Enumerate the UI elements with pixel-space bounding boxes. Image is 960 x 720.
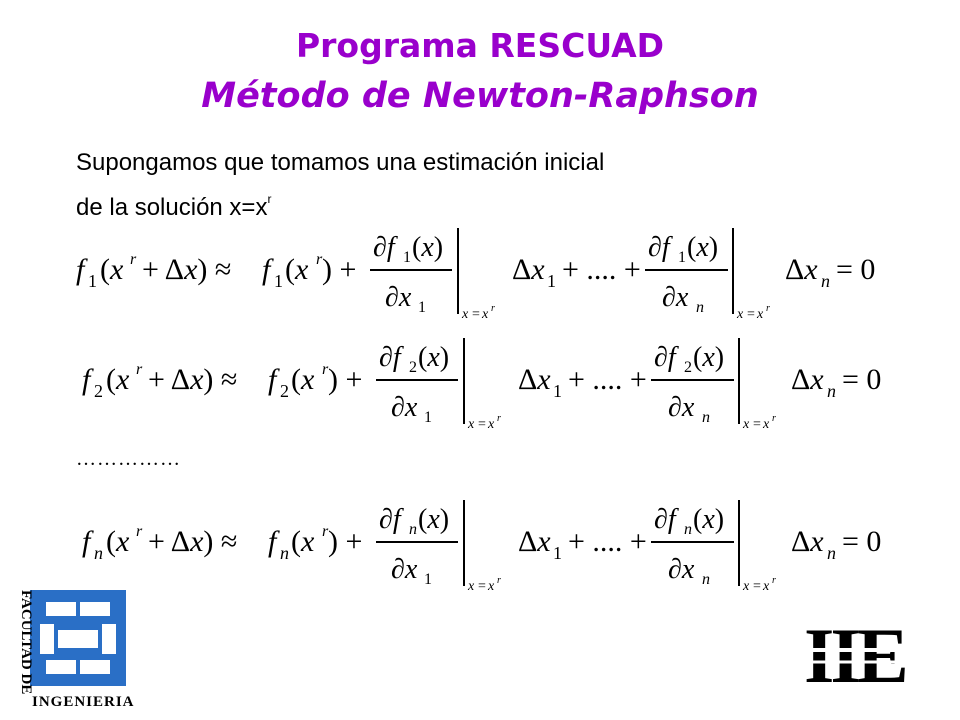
logo-horizontal-text: INGENIERIA	[32, 694, 135, 710]
svg-text:r: r	[316, 251, 323, 268]
slide-subtitle: Método de Newton-Raphson	[201, 76, 759, 116]
svg-text:+ .... +: + .... +	[568, 363, 647, 396]
svg-text:x: x	[462, 307, 469, 322]
svg-text:(x: (x	[106, 525, 130, 558]
svg-text:=: =	[472, 307, 480, 322]
svg-text:r: r	[772, 413, 776, 424]
svg-text:Δx: Δx	[512, 253, 545, 286]
svg-text:r: r	[772, 575, 776, 586]
svg-text:(x: (x	[291, 525, 315, 558]
eqn-index-d: n	[684, 521, 692, 538]
eq1-index-b: 1	[274, 271, 283, 291]
svg-text:x: x	[468, 579, 475, 594]
svg-text:= 0: = 0	[842, 525, 882, 558]
svg-text:(x): (x)	[687, 232, 719, 263]
svg-text:r: r	[491, 303, 495, 314]
svg-text:Δx: Δx	[791, 363, 824, 396]
svg-text:∂x: ∂x	[668, 554, 695, 585]
svg-text:r: r	[322, 523, 329, 540]
svg-text:1: 1	[553, 381, 562, 401]
eq2-index-a: 2	[94, 381, 103, 401]
eq2-index-c: 2	[409, 359, 417, 376]
svg-text:(x): (x)	[418, 342, 450, 373]
svg-text:(x: (x	[106, 363, 130, 396]
logo-vertical-text: FACULTAD DE	[18, 590, 34, 695]
svg-text:=: =	[478, 579, 486, 594]
intro-superscript: r	[267, 192, 272, 206]
svg-text:∂x: ∂x	[391, 554, 418, 585]
svg-text:r: r	[322, 361, 329, 378]
facultad-de-ingenieria-logo	[0, 584, 140, 714]
svg-text:∂f: ∂f	[379, 342, 401, 373]
eq1-index-a: 1	[88, 271, 97, 291]
eqn-index-c: n	[409, 521, 417, 538]
svg-text:f: f	[262, 253, 271, 286]
svg-text:∂x: ∂x	[385, 282, 412, 313]
svg-text:1: 1	[418, 299, 426, 316]
svg-text:(x): (x)	[693, 504, 725, 535]
eq2-index-b: 2	[280, 381, 289, 401]
equation-1	[0, 222, 960, 322]
equation-n	[0, 494, 960, 594]
ellipsis-separator: ……………	[76, 448, 181, 470]
eqn-index-b: n	[280, 543, 289, 563]
svg-text:n: n	[702, 409, 710, 426]
equation-2-content	[82, 338, 881, 432]
svg-text:r: r	[497, 575, 501, 586]
svg-text:+ .... +: + .... +	[562, 253, 641, 286]
svg-text:) +: ) +	[328, 525, 363, 558]
svg-text:f: f	[268, 363, 277, 396]
svg-text:+ Δx) ≈: + Δx) ≈	[148, 525, 238, 558]
svg-text:n: n	[827, 543, 836, 563]
svg-text:∂f: ∂f	[373, 232, 395, 263]
svg-text:n: n	[702, 571, 710, 588]
svg-text:(x: (x	[285, 253, 309, 286]
svg-text:=: =	[753, 579, 761, 594]
svg-text:f: f	[82, 363, 91, 396]
svg-text:(x): (x)	[412, 232, 444, 263]
svg-text:+ Δx) ≈: + Δx) ≈	[148, 363, 238, 396]
svg-text:x: x	[488, 579, 495, 594]
svg-text:1: 1	[547, 271, 556, 291]
eq1-index-c: 1	[403, 249, 411, 266]
svg-text:∂f: ∂f	[654, 342, 676, 373]
svg-text:∂x: ∂x	[391, 392, 418, 423]
svg-text:r: r	[136, 523, 143, 540]
svg-text:Δx: Δx	[518, 363, 551, 396]
svg-text:f: f	[82, 525, 91, 558]
svg-text:n: n	[827, 381, 836, 401]
svg-text:∂x: ∂x	[662, 282, 689, 313]
svg-text:1: 1	[424, 409, 432, 426]
svg-text:r: r	[136, 361, 143, 378]
iie-logo	[802, 616, 952, 696]
svg-text:1: 1	[553, 543, 562, 563]
eqn-index-a: n	[94, 543, 103, 563]
svg-text:r: r	[130, 251, 137, 268]
svg-text:Δx: Δx	[785, 253, 818, 286]
svg-text:x: x	[737, 307, 744, 322]
svg-text:x: x	[468, 417, 475, 432]
intro-line-2	[76, 181, 604, 226]
intro-text	[76, 145, 604, 226]
intro-line-2-text: de la solución x=x	[76, 194, 268, 221]
svg-text:r: r	[497, 413, 501, 424]
slide-title: Programa RESCUAD	[295, 26, 665, 65]
svg-text:=: =	[747, 307, 755, 322]
svg-text:Δx: Δx	[518, 525, 551, 558]
eq2-index-d: 2	[684, 359, 692, 376]
svg-text:) +: ) +	[322, 253, 357, 286]
svg-text:x: x	[757, 307, 764, 322]
svg-text:1: 1	[424, 571, 432, 588]
faculty-emblem-icon	[30, 590, 126, 686]
intro-line-1: Supongamos que tomamos una estimación inicial	[76, 149, 605, 176]
eq1-index-d: 1	[678, 249, 686, 266]
svg-text:=: =	[753, 417, 761, 432]
svg-text:(x: (x	[100, 253, 124, 286]
iie-logo-text: IIE	[804, 616, 905, 696]
svg-text:(x): (x)	[418, 504, 450, 535]
equation-1-content	[76, 228, 875, 322]
svg-text:x: x	[743, 579, 750, 594]
svg-text:) +: ) +	[328, 363, 363, 396]
svg-text:∂x: ∂x	[668, 392, 695, 423]
svg-text:x: x	[743, 417, 750, 432]
svg-text:(x): (x)	[693, 342, 725, 373]
svg-text:n: n	[821, 271, 830, 291]
svg-text:= 0: = 0	[842, 363, 882, 396]
svg-text:=: =	[478, 417, 486, 432]
svg-text:f: f	[76, 253, 85, 286]
equation-2	[0, 332, 960, 432]
svg-text:Δx: Δx	[791, 525, 824, 558]
svg-text:x: x	[763, 579, 770, 594]
equation-n-content	[82, 500, 881, 594]
svg-text:x: x	[482, 307, 489, 322]
svg-text:∂f: ∂f	[648, 232, 670, 263]
svg-text:+ .... +: + .... +	[568, 525, 647, 558]
svg-text:r: r	[766, 303, 770, 314]
svg-text:n: n	[696, 299, 704, 316]
svg-text:x: x	[488, 417, 495, 432]
svg-text:x: x	[763, 417, 770, 432]
svg-text:f: f	[268, 525, 277, 558]
svg-text:= 0: = 0	[836, 253, 876, 286]
svg-text:(x: (x	[291, 363, 315, 396]
svg-text:∂f: ∂f	[379, 504, 401, 535]
svg-text:+ Δx) ≈: + Δx) ≈	[142, 253, 232, 286]
svg-text:∂f: ∂f	[654, 504, 676, 535]
